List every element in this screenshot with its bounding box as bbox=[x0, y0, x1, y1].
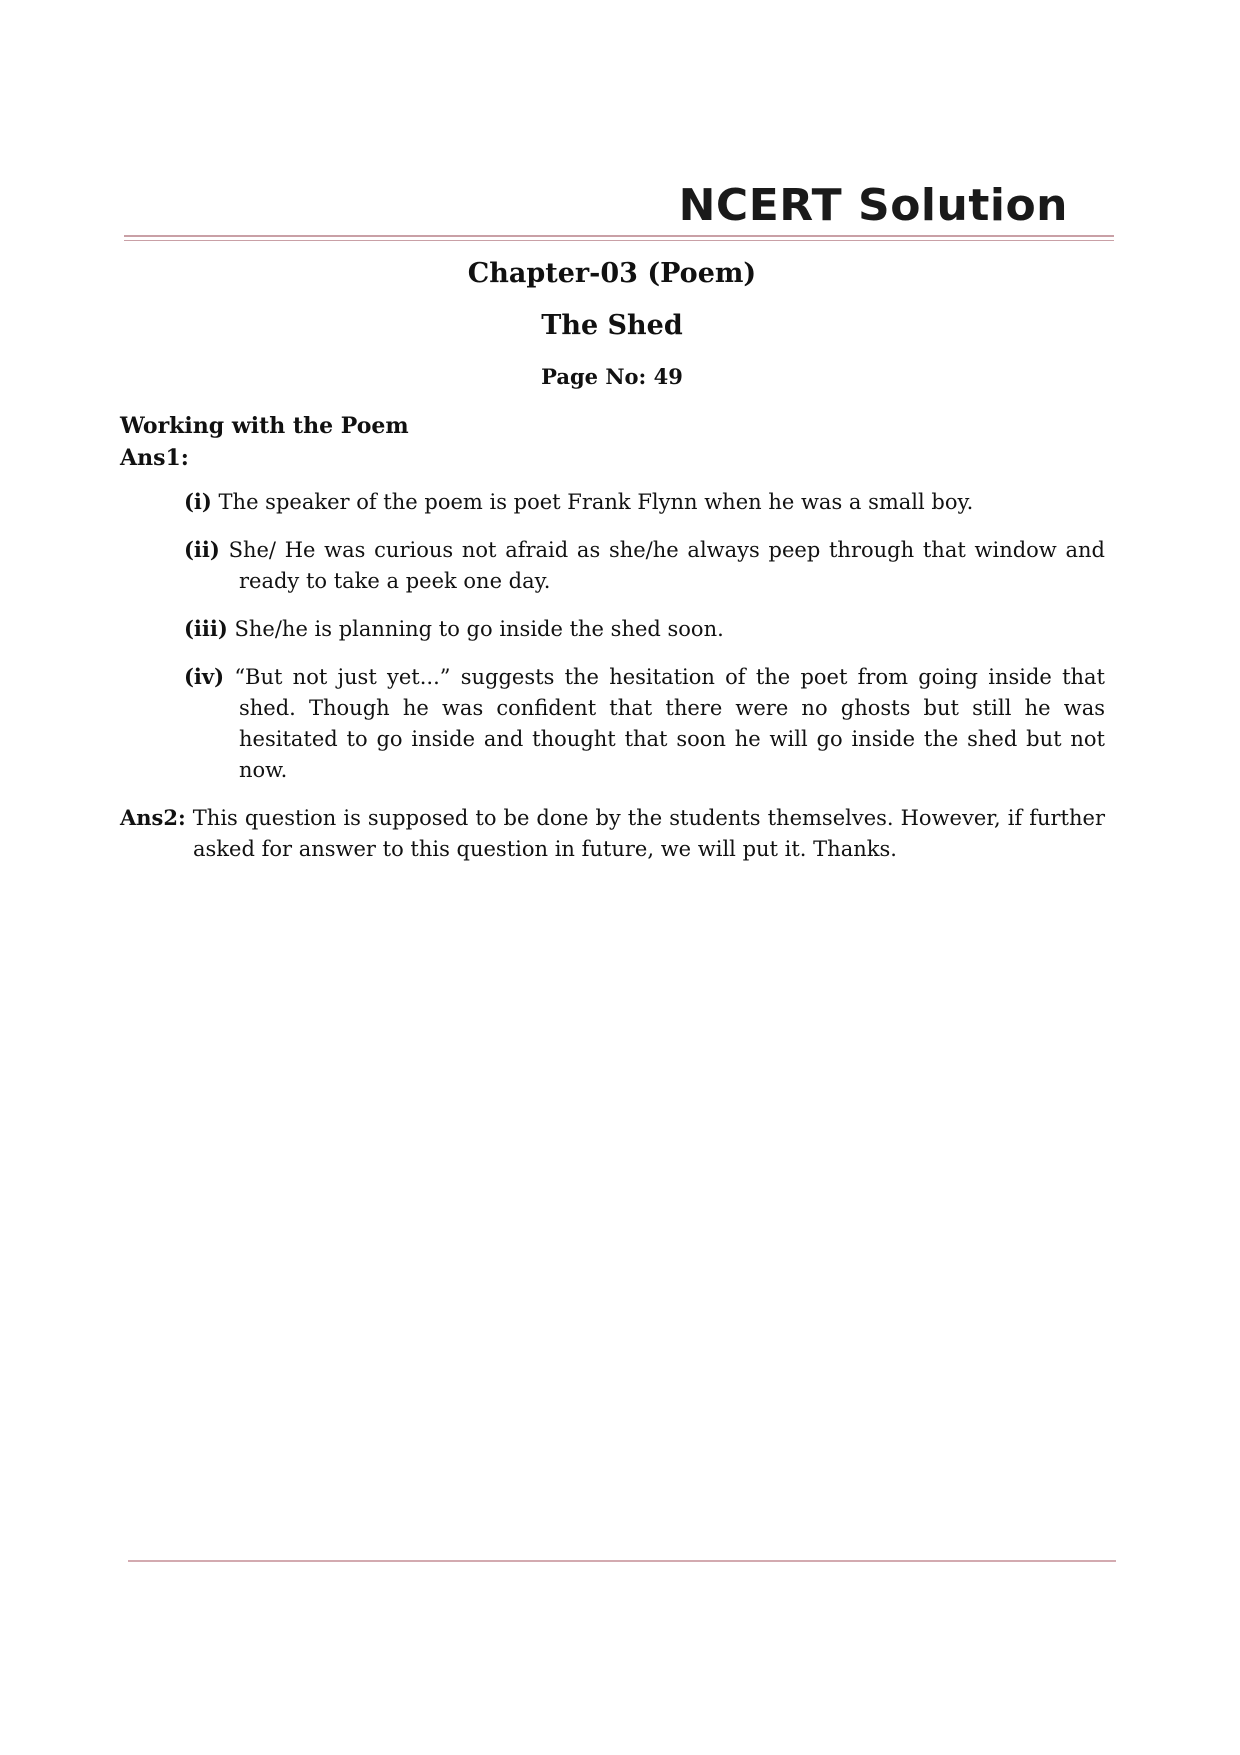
footer-divider bbox=[128, 1560, 1116, 1562]
item-number: (ii) bbox=[184, 537, 220, 562]
answer-2 bbox=[120, 802, 1105, 865]
item-text: “But not just yet...” suggests the hesitation of the poet from going inside that shed. Though he was confident that there were no ghosts but still he was hesitated to go inside and thought that soon he will go inside the shed but not now. bbox=[234, 665, 1105, 782]
item-text: The speaker of the poem is poet Frank Flynn when he was a small boy. bbox=[218, 490, 974, 514]
answer-item-ii bbox=[184, 534, 1105, 597]
header-divider bbox=[124, 235, 1114, 237]
item-text: She/ He was curious not afraid as she/he always peep through that window and ready to take a peek one day. bbox=[228, 538, 1105, 593]
section-title: Working with the Poem bbox=[120, 413, 409, 439]
page-number: Page No: 49 bbox=[541, 364, 683, 389]
chapter-heading: Chapter-03 (Poem) bbox=[467, 258, 757, 289]
answers-block bbox=[120, 486, 1105, 865]
brand-title: NCERT Solution bbox=[678, 180, 1068, 231]
answer-item-i bbox=[184, 486, 1105, 518]
section-block bbox=[120, 410, 409, 474]
item-number: (iii) bbox=[184, 616, 228, 641]
header-divider-secondary bbox=[124, 240, 1114, 241]
answer-item-iv bbox=[184, 661, 1105, 786]
ans2-label: Ans2: bbox=[120, 805, 186, 830]
answer-item-iii bbox=[184, 613, 1105, 645]
ans1-label: Ans1: bbox=[120, 445, 189, 471]
ans2-text: This question is supposed to be done by the students themselves. However, if further asked for answer to this question in future, we will put it. Thanks. bbox=[192, 806, 1105, 861]
poem-title: The Shed bbox=[541, 310, 683, 341]
item-number: (iv) bbox=[184, 664, 225, 689]
item-number: (i) bbox=[184, 489, 212, 514]
item-text: She/he is planning to go inside the shed soon. bbox=[234, 617, 724, 641]
